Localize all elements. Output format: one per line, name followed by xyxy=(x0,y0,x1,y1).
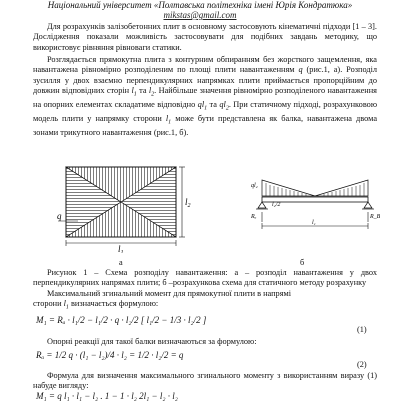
fig-l2-label: $l_2$ xyxy=(185,197,191,209)
author-email[interactable]: mikstas@gmail.com xyxy=(163,10,237,20)
symbol-l1-moment: $l_1$ xyxy=(63,299,69,312)
fig-half-l2-label: l₂/2 xyxy=(272,202,281,208)
symbol-l1-side: $l_1$ xyxy=(165,114,172,126)
equation-1: M₁ = Rₐ · l₁/2 − l₁/2 · q · l₂/2 [ l₁/2 − 1/3 · l₂/2 ] xyxy=(36,315,207,325)
figure-caption: Рисунок 1 – Схема розподілу навантаження: а – розподіл навантаження у двох перпендикулярних напрямах плити; б –розрахункова схема для статичного методу розрахунку xyxy=(33,268,377,288)
para2-part-a: Розглядається прямокутна плита з контурним обпиранням без жорсткого защемлення, яка навантажена рівномірно розподіленим по площі плити навантаженням xyxy=(33,55,377,75)
equation-2-number: (2) xyxy=(357,360,367,369)
paragraph-reactions: Опорні реакції для такої балки визначаються за формулою: xyxy=(47,337,257,346)
fig-q-label: q xyxy=(57,211,62,221)
equation-2: Rₐ = 1/2 q · (l₁ − l₂)/4 · l₂ = 1/2 · l₂/2 = q xyxy=(36,350,184,360)
symbol-l2: $l_2$ xyxy=(148,86,155,98)
para2-part-g: може бути представлена як балка, навантажена двома зонами трикутного навантаження (рис.1, б). xyxy=(33,114,378,138)
paragraph-intro: Для розрахунків залізобетонних плит в основному застосовують кінематичні підходи [1 – 3]. Дослідження показали можливість застосовувати для подібних завдань методику, що використовує рівняння рівноваги статики. xyxy=(33,22,377,52)
para2-part-b: (рис.1, а). Розподіл зусилля у двох взаємно перпендикулярних напрямках плити приймається пропорційним до довжин відповідних сторін xyxy=(33,65,378,96)
equation-3: M₁ = q l₁ · l₁ − l₂ . 1 − 1 · l₂ 2l₁ − l₂ · l₂ xyxy=(36,391,178,401)
para2-part-d: . Найбільше значення рівномірно розподіленого навантаження на опорних елементах складатиме відповідно xyxy=(33,86,377,110)
figure-label-b: б xyxy=(300,258,305,267)
paragraph-slab-description xyxy=(33,55,377,139)
paragraph-max-moment: Формула для визначення максимального згинального моменту з використанням виразу (1) набуде вигляду: xyxy=(33,371,377,391)
institution-name: Національний університет «Полтавська політехніка імені Юрія Кондратюка» xyxy=(47,0,353,10)
fig-rb-label: R_B xyxy=(370,214,380,220)
symbol-q: q xyxy=(298,65,303,75)
figure-label-a: а xyxy=(119,258,123,267)
page-header xyxy=(0,0,400,20)
fig-ql2-label: ql₂ xyxy=(251,183,258,189)
para2-part-e: та xyxy=(209,100,217,110)
para2-part-c: та xyxy=(139,86,147,96)
fig-span-label: l₁ xyxy=(312,220,316,226)
figure-beam-scheme xyxy=(250,178,380,243)
symbol-ql1: $ql_1$ xyxy=(197,100,208,112)
symbol-l1: $l_1$ xyxy=(131,86,137,98)
fig-ra-label: Rₐ xyxy=(251,214,257,220)
equation-1-number: (1) xyxy=(357,325,367,334)
fig-l1-label: $l_1$ xyxy=(118,244,124,253)
symbol-ql2: $ql_2$ xyxy=(219,100,229,112)
para2-part-f: . При статичному підході, розрахунковою модель плити у напрямку сторони xyxy=(33,100,378,124)
figure-slab-load-distribution xyxy=(56,161,196,253)
paragraph-moment-intro: Максимальний згинальний момент для прямокутної плити в напрямі сторони $l_1$ визначається формулою: xyxy=(33,289,292,312)
